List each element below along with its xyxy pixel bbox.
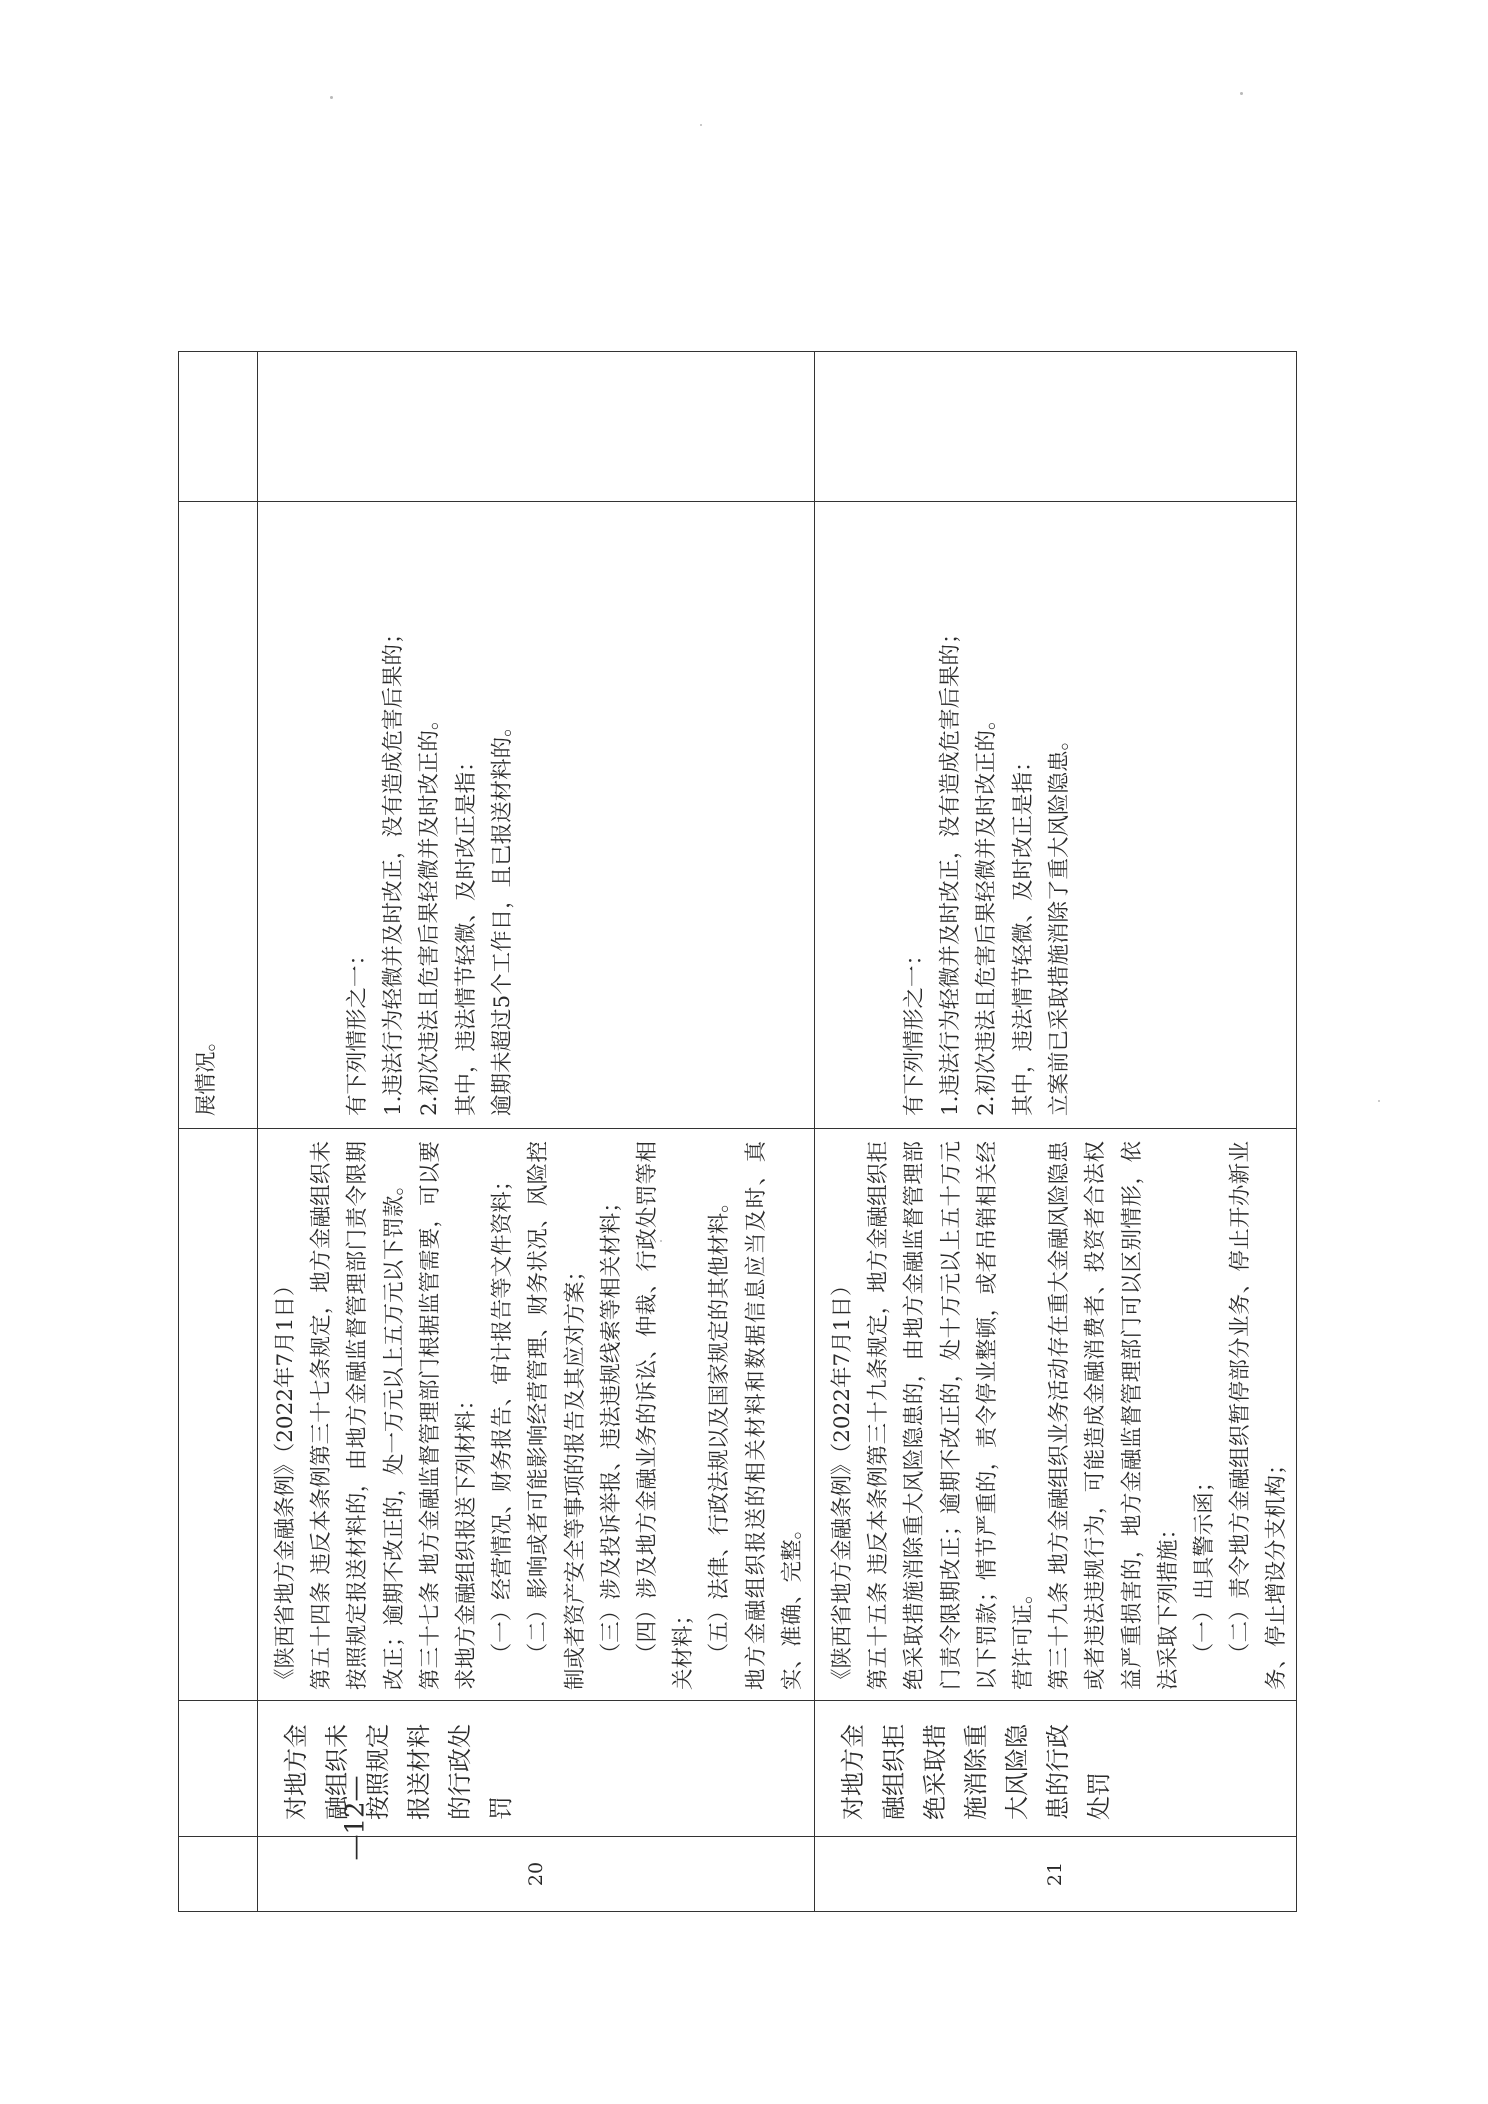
rotated-document-page bbox=[178, 352, 1293, 1912]
page-number: —12— bbox=[341, 1775, 371, 1861]
basis-line: （三）涉及投诉举报、违法违规线索等相关材料； bbox=[598, 1191, 624, 1665]
scan-speck bbox=[1240, 92, 1243, 95]
condition-line: 其中，违法情节轻微、及时改正是指： bbox=[453, 750, 479, 1116]
basis-line: 《陕西省地方金融条例》（2022年7月1日） bbox=[273, 1274, 298, 1690]
basis-cell bbox=[815, 1129, 1297, 1701]
condition-line: 逾期未超过5个工作日，且已报送材料的。 bbox=[489, 715, 515, 1116]
scan-speck bbox=[330, 96, 333, 99]
basis-line: 第三十七条 地方金融监督管理部门根据监管需要，可以要求地方金融组织报送下列材料： bbox=[417, 1141, 480, 1690]
basis-line: 《陕西省地方金融条例》（2022年7月1日） bbox=[830, 1274, 855, 1690]
row-number: 21 bbox=[815, 1837, 1297, 1912]
item-name-cell bbox=[815, 1701, 1297, 1837]
scan-speck bbox=[700, 124, 702, 126]
basis-line: 第三十九条 地方金融组织业务活动存在重大金融风险隐患或者违法违规行为，可能造成金融消费者、投资者合法权益严重损害的，地方金融监督管理部门可以区别情形，依法采取下列措施： bbox=[1047, 1141, 1181, 1690]
condition-line: 2.初次违法且危害后果轻微并及时改正的。 bbox=[417, 708, 443, 1116]
condition-line: 有下列情形之一： bbox=[902, 943, 927, 1116]
condition-cell bbox=[258, 502, 815, 1129]
condition-line: 2.初次违法且危害后果轻微并及时改正的。 bbox=[974, 708, 1000, 1116]
basis-cell bbox=[258, 1129, 815, 1701]
item-name: 对地方金融组织未按照规定报送材料的行政处罚 bbox=[282, 1724, 515, 1820]
basis-line: （四）涉及地方金融业务的诉讼、仲裁、行政处罚等相关材料； bbox=[635, 1141, 697, 1690]
scan-speck bbox=[1378, 1100, 1380, 1102]
basis-line: （五）法律、行政法规以及国家规定的其他材料。 bbox=[707, 1191, 733, 1665]
table-row-fragment bbox=[179, 352, 258, 1912]
condition-line: 1.违法行为轻微并及时改正，没有造成危害后果的； bbox=[938, 622, 964, 1116]
row-number: 20 bbox=[258, 1837, 815, 1912]
item-name: 对地方金融组织拒绝采取措施消除重大风险隐患的行政处罚 bbox=[839, 1724, 1113, 1820]
condition-line: 立案前已采取措施消除了重大风险隐患。 bbox=[1046, 728, 1072, 1116]
basis-line: （二）责令地方金融组织暂停部分业务、停止开办新业务、停止增设分支机构； bbox=[1228, 1141, 1290, 1690]
basis-line: 地方金融组织报送的相关材料和数据信息应当及时、真实、准确、完整。 bbox=[743, 1141, 805, 1690]
condition-line: 1.违法行为轻微并及时改正，没有造成危害后果的； bbox=[381, 622, 407, 1116]
scan-speck bbox=[660, 1240, 662, 1242]
table-row bbox=[815, 352, 1297, 1912]
condition-line: 有下列情形之一： bbox=[345, 943, 370, 1116]
condition-cell bbox=[179, 502, 258, 1129]
penalty-table bbox=[178, 351, 1297, 1912]
basis-line: 第五十四条 违反本条例第三十七条规定，地方金融组织未按照规定报送材料的，由地方金融监督管理部门责令限期改正；逾期不改正的，处一万元以上五万元以下罚款。 bbox=[309, 1141, 407, 1690]
basis-line: 第五十五条 违反本条例第三十九条规定，地方金融组织拒绝采取措施消除重大风险隐患的，由地方金融监督管理部门责令限期改正；逾期不改正的，处十万元以上五十万元以下罚款；情节严重的，责令停业整顿，或者吊销相关经营许可证。 bbox=[866, 1141, 1037, 1690]
table-row bbox=[258, 352, 815, 1912]
basis-line: （二）影响或者可能影响经营管理、财务状况、风险控制或者资产安全等事项的报告及其应对方案； bbox=[526, 1141, 588, 1690]
condition-cell bbox=[815, 502, 1297, 1129]
basis-line: （一）经营情况、财务报告、审计报告等文件资料； bbox=[490, 1169, 516, 1665]
condition-line: 展情况。 bbox=[194, 1029, 219, 1116]
basis-line: （一）出具警示函； bbox=[1192, 1470, 1218, 1665]
condition-line: 其中，违法情节轻微、及时改正是指： bbox=[1010, 750, 1036, 1116]
